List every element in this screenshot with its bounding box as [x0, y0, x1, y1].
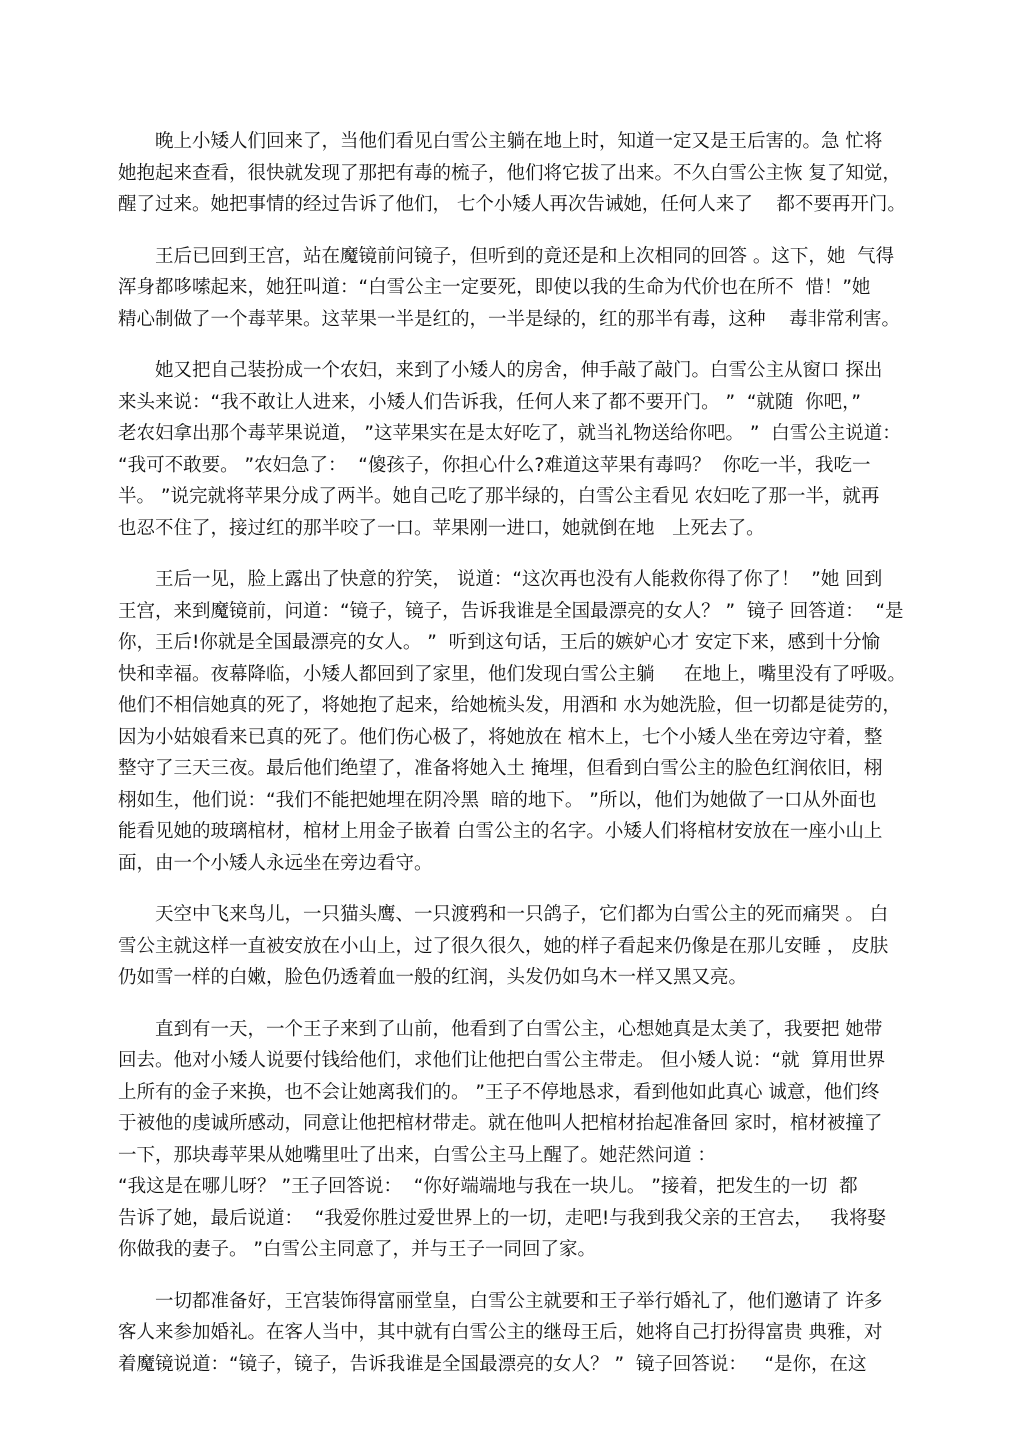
text-line: 栩如生，他们说：“我们不能把她埋在阴冷黑 暗的地下。 ”所以，他们为她做了一口从外面也 [118, 789, 877, 811]
text-line: 王宫，来到魔镜前，问道：“镜子，镜子，告诉我谁是全国最漂亮的女人？ ” 镜子 回答道： “是 [118, 600, 904, 622]
paragraph [118, 355, 918, 544]
text-line: 也忍不住了，接过红的那半咬了一口。苹果刚一进口，她就倒在地 上死去了。 [118, 517, 765, 539]
text-line: 告诉了她，最后说道： “我爱你胜过爱世界上的一切，走吧!与我到我父亲的王宫去， 我将娶 [118, 1207, 886, 1229]
text-line: 能看见她的玻璃棺材，棺材上用金子嵌着 白雪公主的名字。小矮人们将棺材安放在一座小山上 [118, 821, 883, 842]
text-line: 他们不相信她真的死了，将她抱了起来，给她梳头发，用酒和 水为她洗脸，但一切都是徒劳的， [118, 695, 901, 716]
text-line: 一下，那块毒苹果从她嘴里吐了出来，白雪公主马上醒了。她茫然问道 ： [118, 1144, 716, 1166]
text-line: 着魔镜说道：“镜子，镜子，告诉我谁是全国最漂亮的女人？ ” 镜子回答说： “是你，在这 [118, 1353, 867, 1375]
text-line: 雪公主就这样一直被安放在小山上，过了很久很久，她的样子看起来仍像是在那儿安睡 ， 皮肤 [118, 935, 889, 957]
text-line: 王后已回到王宫，站在魔镜前问镜子，但听到的竟还是和上次相同的回答 。这下，她 气得 [155, 245, 895, 267]
text-line: 醒了过来。她把事情的经过告诉了他们， 七个小矮人再次告诫她，任何人来了 都不要再开门。 [118, 194, 906, 215]
paragraph [118, 899, 918, 994]
text-line: 回去。他对小矮人说要付钱给他们，求他们让他把白雪公主带走。 但小矮人说：“就 算用世界 [118, 1050, 886, 1071]
text-line: 精心制做了一个毒苹果。这苹果一半是红的，一半是绿的，红的那半有毒，这种 毒非常利害。 [118, 308, 901, 330]
text-line: 晚上小矮人们回来了，当他们看见白雪公主躺在地上时，知道一定又是王后害的。急 忙将 [155, 131, 883, 152]
text-line: 客人来参加婚礼。在客人当中，其中就有白雪公主的继母王后，她将自己打扮得富贵 典雅，对 [118, 1322, 883, 1343]
text-line: 她又把自己装扮成一个农妇，来到了小矮人的房舍，伸手敲了敲门。白雪公主从窗口 探出 [155, 360, 883, 381]
text-line: 王后一见，脸上露出了快意的狞笑， 说道：“这次再也没有人能救你得了你了！ ”她 回到 [155, 569, 883, 590]
paragraph [118, 241, 918, 336]
text-line: 老农妇拿出那个毒苹果说道， ”这苹果实在是太好吃了，就当礼物送给你吧。 ” 白雪公主说道： [118, 423, 901, 444]
text-line: “我这是在哪儿呀？ ”王子回答说： “你好端端地与我在一块儿。 ”接着，把发生的一切 都 [118, 1176, 858, 1197]
text-line: 半。 ”说完就将苹果分成了两半。她自己吃了那半绿的，白雪公主看见 农妇吃了那一半，就再 [118, 486, 880, 507]
paragraph [118, 1014, 918, 1266]
text-line: 于被他的虔诚所感动，同意让他把棺材带走。就在他叫人把棺材抬起准备回 家时，棺材被撞了 [118, 1113, 883, 1134]
paragraph [118, 126, 918, 221]
text-line: “我可不敢要。 ”农妇急了： “傻孩子，你担心什么?难道这苹果有毒吗？ 你吃一半，我吃一 [118, 454, 871, 476]
text-line: 来头来说：“我不敢让人进来，小矮人们告诉我，任何人来了都不要开门。 ” “就随 你吧，” [118, 391, 861, 413]
paragraph [118, 564, 918, 879]
text-line: 整守了三天三夜。最后他们绝望了，准备将她入土 掩埋，但看到白雪公主的脸色红润依旧，栩 [118, 758, 883, 779]
text-line: 仍如雪一样的白嫩，脸色仍透着血一般的红润，头发仍如乌木一样又黑又亮。 [118, 967, 748, 988]
text-line: 上所有的金子来换，也不会让她离我们的。 ”王子不停地恳求，看到他如此真心 诚意，他们终 [118, 1081, 880, 1103]
text-line: 一切都准备好，王宫装饰得富丽堂皇，白雪公主就要和王子举行婚礼了，他们邀请了 许多 [155, 1290, 883, 1312]
text-line: 浑身都哆嗦起来，她狂叫道：“白雪公主一定要死，即使以我的生命为代价也在所不 惜！”她 [118, 277, 871, 298]
text-line: 你，王后!你就是全国最漂亮的女人。 ” 听到这句话，王后的嫉妒心才 安定下来，感到十分愉 [118, 632, 881, 653]
paragraph [118, 1286, 918, 1381]
text-line: 她抱起来查看，很快就发现了那把有毒的梳子，他们将它拔了出来。不久白雪公主恢 复了知觉， [118, 162, 901, 184]
document-page [118, 126, 918, 1400]
text-line: 你做我的妻子。 ”白雪公主同意了，并与王子一同回了家。 [118, 1239, 596, 1260]
text-line: 快和幸福。夜幕降临，小矮人都回到了家里，他们发现白雪公主躺 在地上，嘴里没有了呼吸。 [118, 663, 906, 685]
text-line: 面，由一个小矮人永远坐在旁边看守。 [118, 852, 433, 874]
text-line: 天空中飞来鸟儿，一只猫头鹰、一只渡鸦和一只鸽子，它们都为白雪公主的死而痛哭 。 白 [155, 904, 889, 925]
text-line: 直到有一天，一个王子来到了山前，他看到了白雪公主，心想她真是太美了，我要把 她带 [155, 1018, 883, 1040]
text-line: 因为小姑娘看来已真的死了。他们伤心极了，将她放在 棺木上，七个小矮人坐在旁边守着，整 [118, 726, 883, 748]
